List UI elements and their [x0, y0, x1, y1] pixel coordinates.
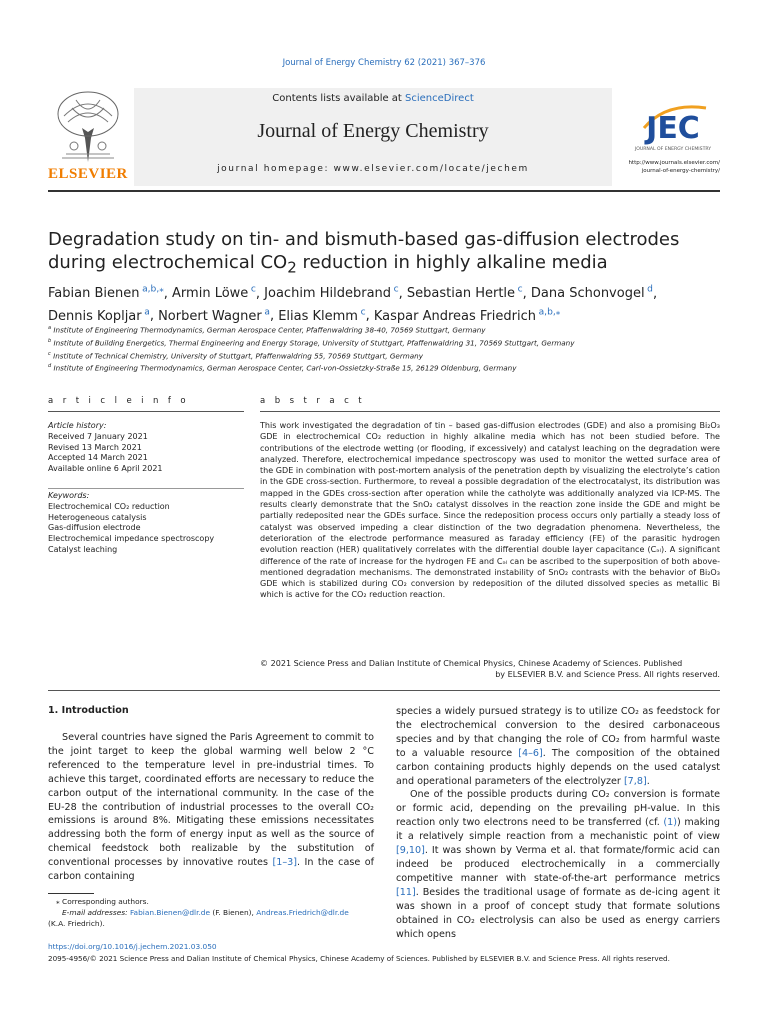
- author-name: Joachim Hildebrand: [264, 286, 392, 302]
- keyword-item: Heterogeneous catalysis: [48, 512, 147, 522]
- email-link-bienen[interactable]: Fabian.Bienen@dlr.de: [129, 908, 211, 917]
- affiliation-list: [48, 323, 720, 374]
- jec-url-line2: journal-of-energy-chemistry/: [641, 168, 720, 174]
- ref-link[interactable]: [4–6]: [518, 747, 543, 759]
- keyword-item: Electrochemical impedance spectroscopy: [48, 534, 215, 544]
- ref-link[interactable]: [1–3]: [272, 857, 297, 869]
- info-divider: [48, 488, 244, 489]
- jec-logo-text: JEC: [646, 111, 700, 146]
- author-affiliation-marker[interactable]: a,b,⁎: [538, 307, 561, 318]
- author-name: Kaspar Andreas Friedrich: [373, 308, 536, 324]
- author-name: Armin Löwe: [172, 286, 249, 302]
- journal-title: Journal of Energy Chemistry: [257, 120, 489, 142]
- para-text: ) making it a relatively simple reaction from a mechanistic point of view: [396, 817, 720, 843]
- corresponding-note: ⁎ Corresponding authors.: [56, 897, 149, 906]
- abstract-heading: a b s t r a c t: [260, 396, 365, 406]
- affiliation-text: Institute of Technical Chemistry, University of Stuttgart, Pfaffenwaldring 55, 70569 Stuttgart, Germany: [53, 350, 423, 360]
- body-column-left: [48, 731, 374, 884]
- para-text: One of the possible products during CO₂ conversion is formate or formic acid, depending on the prevailing pH-value. In this reaction only two electrons need to be transferred (cf.: [396, 789, 720, 829]
- body-column-right: [396, 705, 720, 941]
- jec-url-line1: http://www.journals.elsevier.com/: [628, 160, 720, 166]
- keyword-item: Catalyst leaching: [48, 544, 118, 554]
- email-link-friedrich[interactable]: Andreas.Friedrich@dlr.de: [256, 908, 349, 917]
- email-name-bienen: (F. Bienen),: [210, 908, 257, 917]
- affiliation: [48, 323, 720, 336]
- journal-header: [48, 88, 720, 188]
- right-paragraph-1: [396, 706, 720, 787]
- ref-link[interactable]: [7,8]: [623, 775, 647, 787]
- affiliation-key: b: [48, 337, 52, 344]
- history-label: Article history:: [48, 421, 107, 430]
- affiliation-key: c: [48, 350, 51, 357]
- author[interactable]: [278, 309, 365, 324]
- jec-logo-icon: [626, 98, 720, 158]
- title-line2-pre: during electrochemical CO: [48, 252, 288, 273]
- title-line2-post: reduction in highly alkaline media: [296, 252, 608, 273]
- para-text: . It was shown by Verma et al. that formate/formic acid can indeed be produced electrochemically in a commercially competitive manner with state-of-the-art performance metrics: [396, 845, 720, 884]
- author[interactable]: [264, 286, 398, 301]
- para-text: . The composition of the obtained carbon containing products highly depends on the used catalyst and operational parameters of the electrolyzer: [396, 747, 720, 787]
- author-name: Norbert Wagner: [158, 308, 262, 324]
- issn-line: 2095-4956/© 2021 Science Press and Dalian Institute of Chemical Physics, Chinese Academy of Sciences. Published by ELSEVIER B.V. and Science Press. All rights reserved.: [48, 954, 670, 963]
- author-affiliation-marker[interactable]: c: [360, 307, 366, 318]
- title-line1: Degradation study on tin- and bismuth-based gas-diffusion electrodes: [48, 229, 680, 250]
- sciencedirect-link[interactable]: ScienceDirect: [405, 93, 474, 104]
- history-received: Received 7 January 2021: [48, 431, 148, 441]
- ref-link[interactable]: [9,10]: [396, 845, 425, 857]
- journal-citation[interactable]: Journal of Energy Chemistry 62 (2021) 367–376: [282, 58, 486, 68]
- article-info-heading: a r t i c l e i n f o: [48, 396, 190, 406]
- para-text: . Besides the traditional usage of formate as de-icing agent it was shown in a proof of concept study that formate solutions obtained in CO₂ electrolysis can also be used as energy carriers which opens: [396, 886, 720, 940]
- abstract-bottom-rule: [48, 690, 720, 691]
- author-name: Dennis Kopljar: [48, 308, 142, 324]
- copyright-line2: by ELSEVIER B.V. and Science Press. All rights reserved.: [495, 670, 720, 680]
- contents-prefix: Contents lists available at: [272, 93, 406, 104]
- intro-text: Several countries have signed the Paris Agreement to commit to the joint target to keep the global warming well below 2 °C referenced to the temperature level in pre-industrial times. To achieve this target, coordinated efforts are necessary to reduce the carbon output of the international community. In the case of the EU-28 the contribution of industrial processes to the overall CO₂ emissions is around 8%. Mitigating these emissions necessitates addressing both the form of energy input as well as the source of chemical feedstock both realizable by the substitution of conventional processes by innovative routes: [48, 732, 374, 869]
- jec-logo-subtext: JOURNAL OF ENERGY CHEMISTRY: [634, 147, 712, 152]
- affiliation: [48, 349, 720, 362]
- author-name: Fabian Bienen: [48, 286, 140, 302]
- footnote: [48, 896, 374, 929]
- affiliation-text: Institute of Engineering Thermodynamics, German Aerospace Center, Carl-von-Ossietzky-Straße 15, 26129 Oldenburg, Germany: [53, 363, 517, 373]
- abstract-rule: [260, 411, 720, 412]
- author[interactable]: [172, 286, 256, 301]
- affiliation-text: Institute of Engineering Thermodynamics, German Aerospace Center, Pfaffenwaldring 38-40, 70569 Stuttgart, Germany: [53, 325, 486, 335]
- author-name: Sebastian Hertle: [406, 286, 516, 302]
- author-affiliation-marker[interactable]: c: [517, 285, 523, 295]
- author-affiliation-marker[interactable]: d: [647, 285, 653, 295]
- affiliation: [48, 361, 720, 374]
- author[interactable]: [407, 286, 523, 301]
- elsevier-wordmark: ELSEVIER: [48, 166, 128, 182]
- para-text: .: [646, 775, 650, 787]
- intro-text-tail: . In the case of carbon containing: [48, 857, 374, 883]
- affiliation-key: d: [48, 363, 52, 370]
- elsevier-logo: [48, 88, 126, 184]
- journal-homepage[interactable]: journal homepage: www.elsevier.com/locate/jechem: [217, 164, 529, 174]
- history-accepted: Accepted 14 March 2021: [48, 453, 148, 463]
- affiliation: [48, 336, 720, 349]
- abstract-copyright: [260, 658, 720, 681]
- author-name: Dana Schonvogel: [530, 286, 645, 302]
- elsevier-tree-icon: [52, 88, 124, 164]
- keywords-label: Keywords:: [48, 491, 90, 500]
- article-history: [48, 421, 244, 475]
- ref-link[interactable]: [11]: [396, 886, 416, 898]
- journal-masthead: [134, 88, 612, 186]
- title-line2-sub: 2: [287, 258, 297, 277]
- author-affiliation-marker[interactable]: c: [393, 285, 399, 295]
- affiliation-key: a: [48, 325, 52, 331]
- history-online: Available online 6 April 2021: [48, 464, 163, 474]
- introduction-heading: 1. Introduction: [48, 705, 129, 716]
- keyword-list: [48, 491, 244, 556]
- footnote-rule: [48, 893, 94, 894]
- email-name-friedrich: (K.A. Friedrich).: [48, 919, 105, 928]
- abstract-text: This work investigated the degradation of tin – based gas-diffusion electrodes (GDE) and also a promising Bi₂O₃ GDE in electrochemical CO₂ reduction in highly alkaline media which has not been studied before. The contributions of the electrode wetting (or flooding, if excessively) and catalyst leaching on the degradation were analyzed. Therefore, electrochemical impedance spectroscopy was used to monitor the wetted surface area of the GDE in combination with post-mortem analysis of the penetration depth by visualizing the electrolyte’s cation in the GDE cross-section. Furthermore, to reveal a possible degradation of the electrocatalyst, its distribution was mapped in the GDEs cross-section after operation while the catholyte was additionally analyzed via ICP-MS. The results clearly demonstrate that the SnO₂ catalyst dissolves in the reaction zone inside the GDE and might be partially redeposited near the GDEs surface. Since the redeposition process occurs only partially a steady loss of catalyst was observed impeding a clear distinction of the two degradation phenomena. Nevertheless, the deterioration of the electrode performance measured as faraday efficiency (FE) of the parasitic hydrogen evolution reaction (HER) qualitatively correlates with the differential double layer capacitance (Cₔₗ). A significant difference of the rate of increase for the hydrogen FE and Cₔₗ can be ascribed to the superposition of both above-mentioned degradation mechanisms. The demonstrated instability of SnO₂ contrasts with the behavior of Bi₂O₃ GDE which is stabilized during CO₂ conversion by redeposition of the diluted dissolved species as metallic Bi which is active for the CO₂ reduction reaction.: [260, 421, 720, 600]
- author-affiliation-marker[interactable]: a: [144, 307, 150, 318]
- intro-paragraph: [48, 731, 374, 884]
- author-affiliation-marker[interactable]: a: [264, 307, 270, 318]
- equation-link[interactable]: (1): [663, 817, 678, 829]
- copyright-line1: © 2021 Science Press and Dalian Institute of Chemical Physics, Chinese Academy of Sciences. Published: [260, 659, 683, 668]
- author[interactable]: [48, 309, 150, 324]
- author-affiliation-marker[interactable]: c: [250, 285, 256, 295]
- keyword-item: Gas-diffusion electrode: [48, 523, 141, 533]
- keyword-item: Electrochemical CO₂ reduction: [48, 501, 170, 511]
- affiliation-text: Institute of Building Energetics, Thermal Engineering and Energy Storage, University of Stuttgart, Pfaffenwaldring 31, 70569 Stuttgart, Germany: [53, 338, 575, 348]
- doi-link[interactable]: https://doi.org/10.1016/j.jechem.2021.03.050: [48, 942, 217, 951]
- email-label: E-mail addresses:: [62, 908, 130, 917]
- author-list: Fabian Bienen $^{a,b,⁎}$, Armin Löwe $^c$, Joachim Hildebrand $^c$, Sebastian Hertle $^c$, Dana Schonvogel $^d$, Dennis Kopljar $^a$, Norbert Wagner $^a$, Elias Klemm $^c$, Kaspar Andreas Friedrich $^{a,b,⁎}$: [48, 285, 658, 324]
- author[interactable]: [374, 309, 560, 324]
- right-paragraph-2: [396, 788, 720, 941]
- author[interactable]: [158, 309, 270, 324]
- author-name: Elias Klemm: [278, 308, 358, 324]
- para-text: species a widely pursued strategy is to utilize CO₂ as feedstock for the electrochemical conversion to the desired carbonaceous species and by that changing the role of CO₂ from harmful waste to a valuable resource: [396, 706, 720, 759]
- author[interactable]: [48, 286, 164, 301]
- history-revised: Revised 13 March 2021: [48, 442, 142, 452]
- author-affiliation-marker[interactable]: a,b,⁎: [142, 285, 164, 295]
- header-rule: [48, 190, 720, 192]
- contents-available: [134, 93, 612, 104]
- article-title: [48, 228, 720, 280]
- jec-url[interactable]: [608, 159, 720, 175]
- info-rule: [48, 411, 244, 412]
- author[interactable]: [531, 286, 653, 301]
